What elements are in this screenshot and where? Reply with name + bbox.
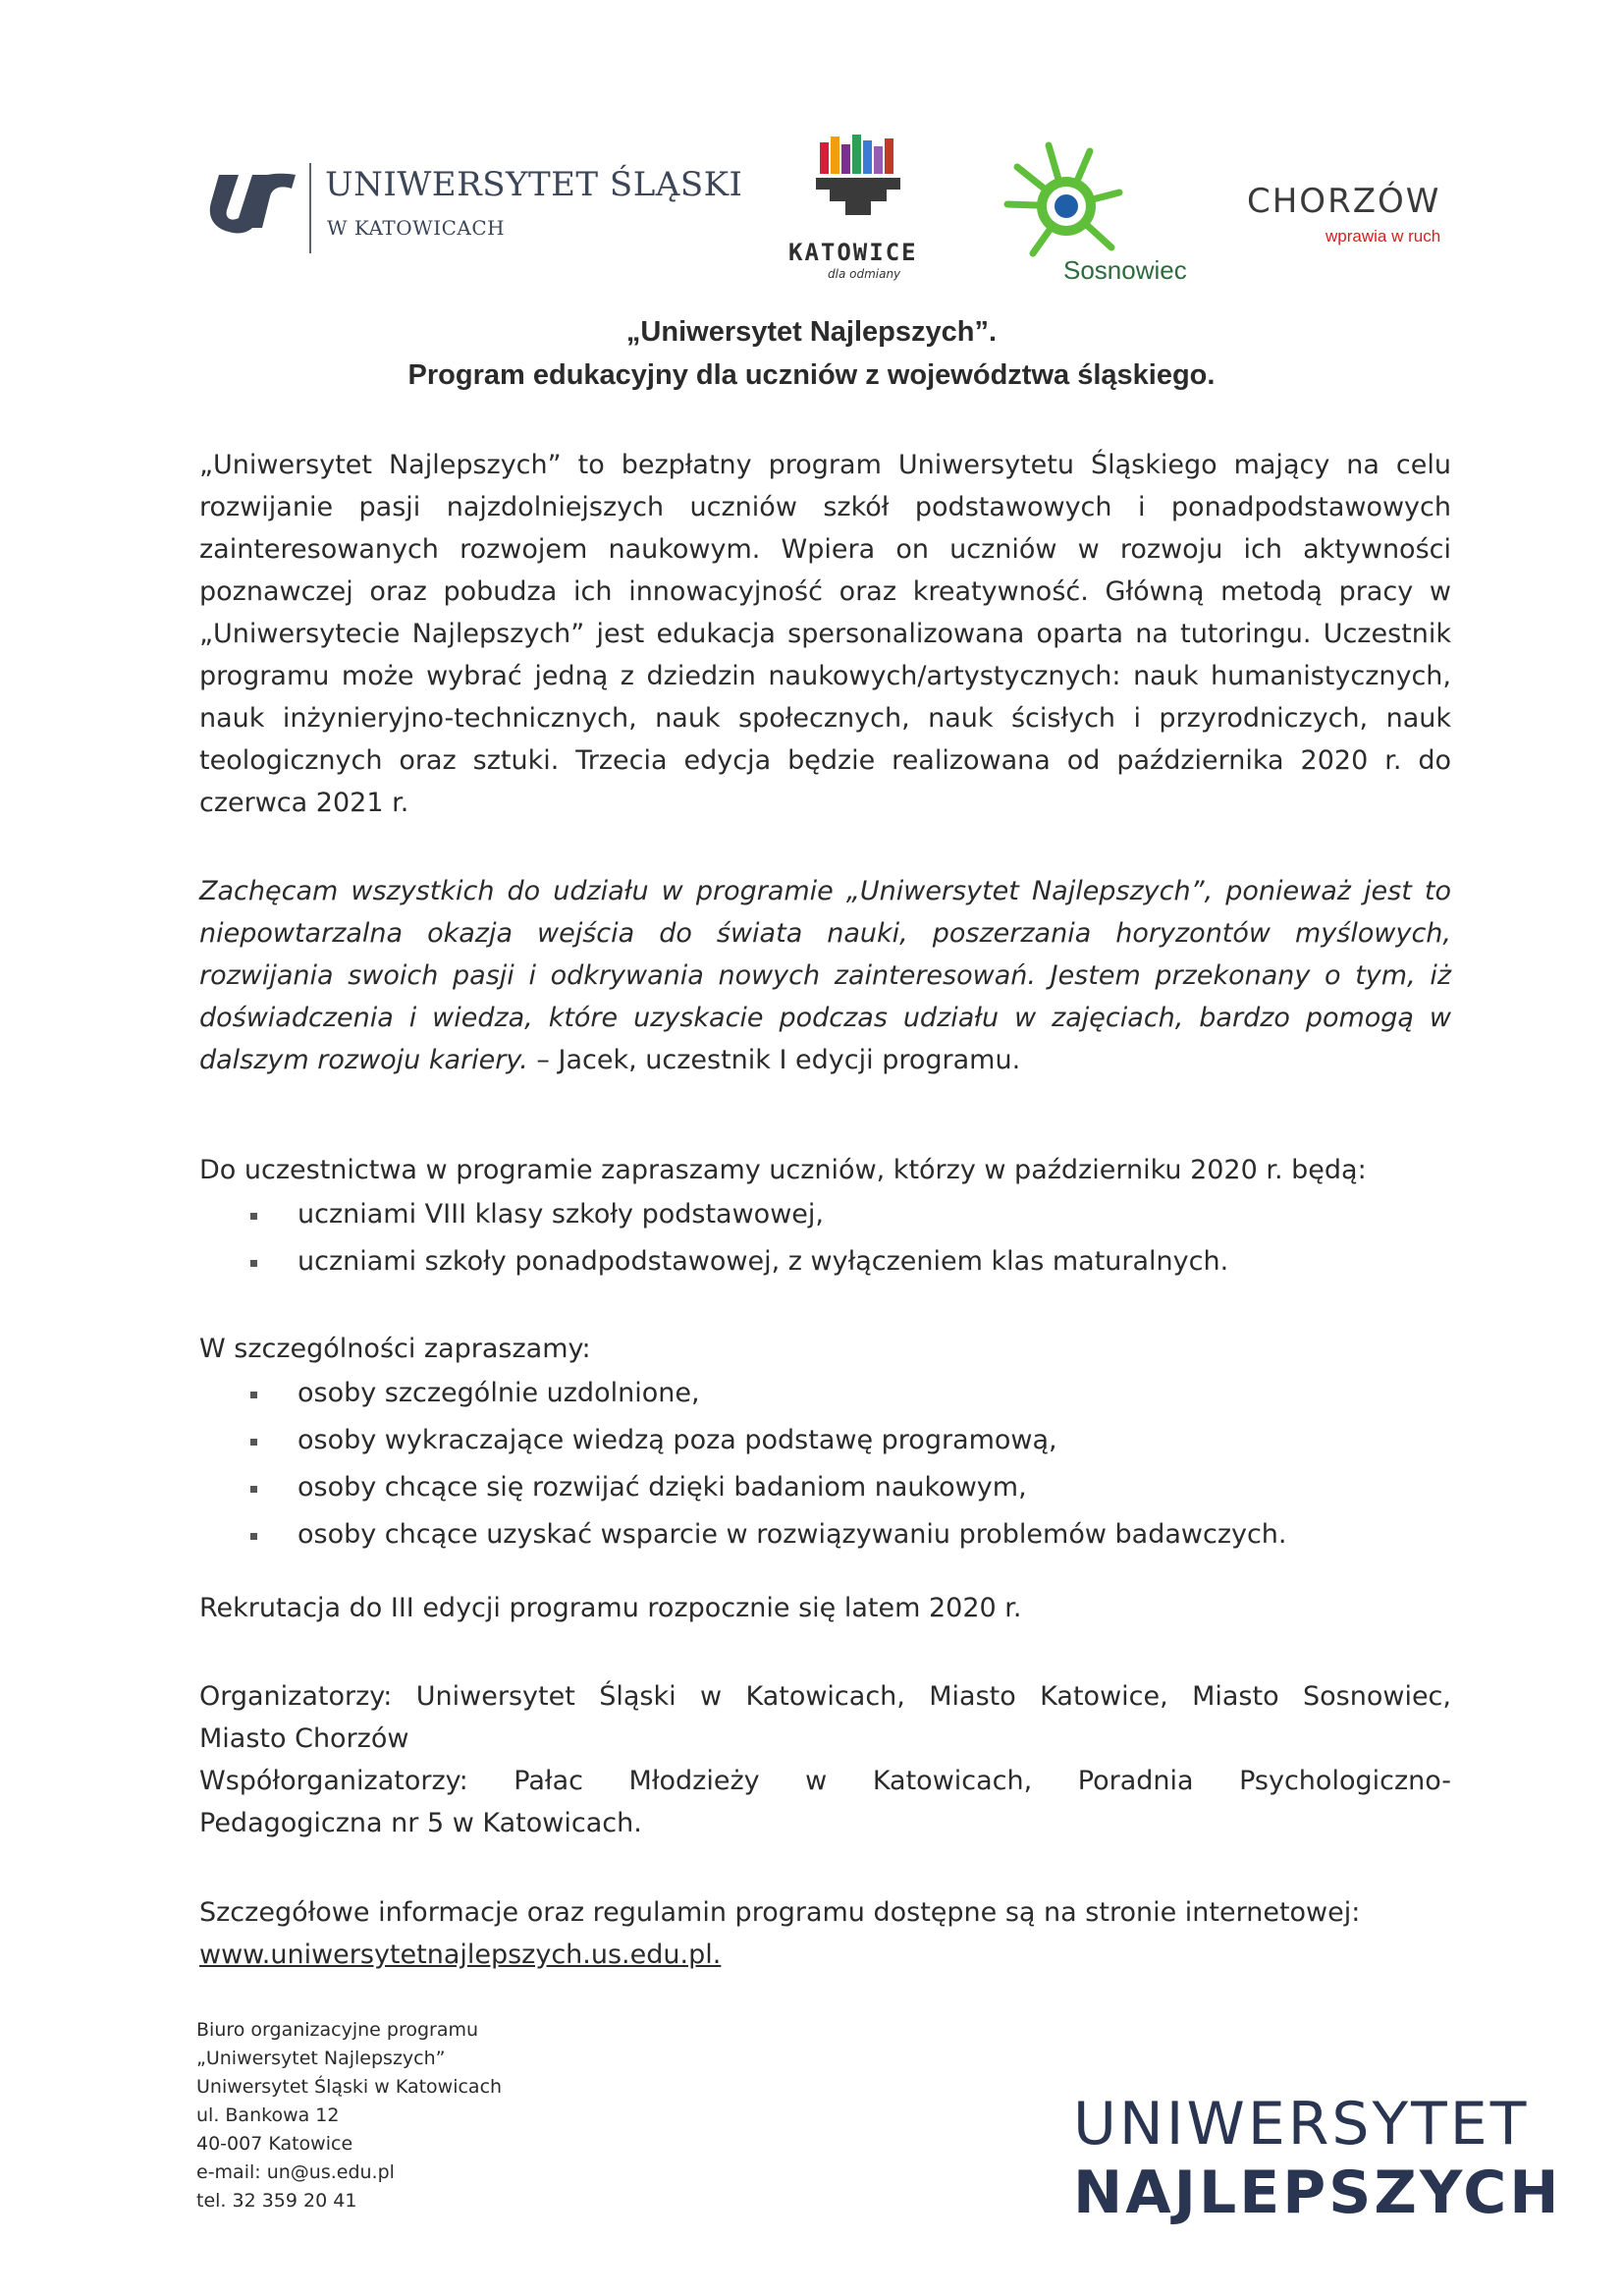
- address-line: Uniwersytet Śląski w Katowicach: [196, 2076, 503, 2098]
- list-item: [199, 1511, 1451, 1558]
- special-invite-intro: W szczególności zapraszamy:: [199, 1334, 591, 1364]
- list-item: [199, 1464, 1451, 1511]
- list-item-text: uczniami szkoły ponadpodstawowej, z wyłączeniem klas maturalnych.: [298, 1246, 1229, 1277]
- quote-paragraph: [199, 870, 1451, 1081]
- katowice-logo-name: KATOWICE: [788, 239, 918, 266]
- info-section: [199, 1891, 1451, 1976]
- co-organizers-line-2: Pedagogiczna nr 5 w Katowicach.: [199, 1808, 642, 1838]
- sosnowiec-logo: [992, 137, 1188, 295]
- uniwersytet-najlepszych-logo: [1073, 2090, 1584, 2237]
- footer-address-block: [196, 2016, 609, 2215]
- us-logo-name: UNIWERSYTET ŚLĄSKI: [325, 165, 743, 204]
- address-line: ul. Bankowa 12: [196, 2105, 340, 2126]
- uniwersytet-slaski-logo: [201, 155, 751, 263]
- us-emblem-icon: [201, 167, 299, 236]
- list-item-text: osoby szczególnie uzdolnione,: [298, 1378, 700, 1408]
- bullet-icon: [250, 1439, 257, 1446]
- bullet-icon: [250, 1486, 257, 1493]
- chorzow-logo: [1247, 182, 1463, 260]
- un-logo-line-1: UNIWERSYTET: [1073, 2090, 1530, 2159]
- us-logo-city: W KATOWICACH: [327, 216, 506, 240]
- katowice-logo: [781, 133, 938, 290]
- list-item: [199, 1370, 1451, 1417]
- address-line: 40-007 Katowice: [196, 2133, 353, 2155]
- list-item: [199, 1417, 1451, 1464]
- intro-paragraph: „Uniwersytet Najlepszych” to bezpłatny program Uniwersytetu Śląskiego mający na celu rozwijanie pasji najzdolniejszych uczniów szkół podstawowych i ponadpodstawowych zainteresowanych rozwojem naukowym. Wpiera on uczniów w rozwoju ich aktywności poznawczej oraz pobudza ich innowacyjność oraz kreatywność. Główną metodą pracy w „Uniwersytecie Najlepszych” jest edukacja spersonalizowana oparta na tutoringu. Uczestnik programu może wybrać jedną z dziedzin naukowych/artystycznych: nauk humanistycznych, nauk inżynieryjno-technicznych, nauk społecznych, nauk ścisłych i przyrodniczych, nauk teologicznych oraz sztuki. Trzecia edycja będzie realizowana od października 2020 r. do czerwca 2021 r.: [199, 450, 1451, 818]
- address-email: e-mail: un@us.edu.pl: [196, 2161, 395, 2183]
- list-item-text: osoby chcące uzyskać wsparcie w rozwiązywaniu problemów badawczych.: [298, 1519, 1287, 1550]
- recruitment-note: Rekrutacja do III edycji programu rozpocznie się latem 2020 r.: [199, 1593, 1022, 1623]
- program-website-link[interactable]: www.uniwersytetnajlepszych.us.edu.pl.: [199, 1940, 722, 1970]
- address-line: „Uniwersytet Najlepszych”: [196, 2048, 446, 2069]
- bullet-icon: [250, 1392, 257, 1398]
- document-title-line-2: Program edukacyjny dla uczniów z województwa śląskiego.: [407, 359, 1216, 391]
- eligibility-intro: Do uczestnictwa w programie zapraszamy uczniów, którzy w październiku 2020 r. będą:: [199, 1155, 1367, 1185]
- sosnowiec-logo-name: Sosnowiec: [1063, 255, 1187, 285]
- quote-text: Zachęcam wszystkich do udziału w programie „Uniwersytet Najlepszych”, ponieważ jest to niepowtarzalna okazja wejścia do świata nauki, poszerzania horyzontów myślowych, rozwijania swoich pasji i odkrywania nowych zainteresowań. Jestem przekonany o tym, iż doświadczenia i wiedza, które uzyskacie podczas udziału w zajęciach, bardzo pomogą w dalszym rozwoju kariery.: [199, 876, 1451, 1075]
- eligibility-list: [199, 1191, 1451, 1285]
- document-title-line-1: „Uniwersytet Najlepszych”.: [625, 316, 998, 348]
- address-phone: tel. 32 359 20 41: [196, 2190, 357, 2212]
- list-item: [199, 1238, 1451, 1285]
- address-line: Biuro organizacyjne programu: [196, 2019, 479, 2041]
- bullet-icon: [250, 1213, 257, 1220]
- list-item-text: osoby wykraczające wiedzą poza podstawę programową,: [298, 1425, 1057, 1455]
- list-item: [199, 1191, 1451, 1238]
- eligibility-section: [199, 1149, 1451, 1285]
- chorzow-logo-tagline: wprawia w ruch: [1325, 227, 1441, 246]
- katowice-emblem-icon: [812, 133, 910, 241]
- organizers-line-1: Organizatorzy: Uniwersytet Śląski w Katowicach, Miasto Katowice, Miasto Sosnowiec,: [199, 1681, 1451, 1712]
- un-logo-line-2: NAJLEPSZYCH: [1073, 2159, 1562, 2227]
- list-item-text: uczniami VIII klasy szkoły podstawowej,: [298, 1199, 824, 1230]
- co-organizers-line-1: Współorganizatorzy: Pałac Młodzieży w Katowicach, Poradnia Psychologiczno-: [199, 1766, 1451, 1796]
- organizers-section: [199, 1675, 1451, 1844]
- list-item-text: osoby chcące się rozwijać dzięki badaniom naukowym,: [298, 1472, 1027, 1503]
- organizers-line-2: Miasto Chorzów: [199, 1723, 409, 1754]
- bullet-icon: [250, 1533, 257, 1540]
- special-invite-list: [199, 1370, 1451, 1558]
- special-invite-section: [199, 1328, 1451, 1558]
- quote-author: – Jacek, uczestnik I edycji programu.: [527, 1045, 1021, 1075]
- katowice-logo-tagline: dla odmiany: [828, 267, 901, 281]
- info-text: Szczegółowe informacje oraz regulamin programu dostępne są na stronie internetowej:: [199, 1897, 1361, 1928]
- chorzow-logo-name: CHORZÓW: [1247, 182, 1441, 221]
- us-logo-divider: [309, 163, 311, 253]
- bullet-icon: [250, 1260, 257, 1267]
- sosnowiec-emblem-icon: [998, 137, 1135, 265]
